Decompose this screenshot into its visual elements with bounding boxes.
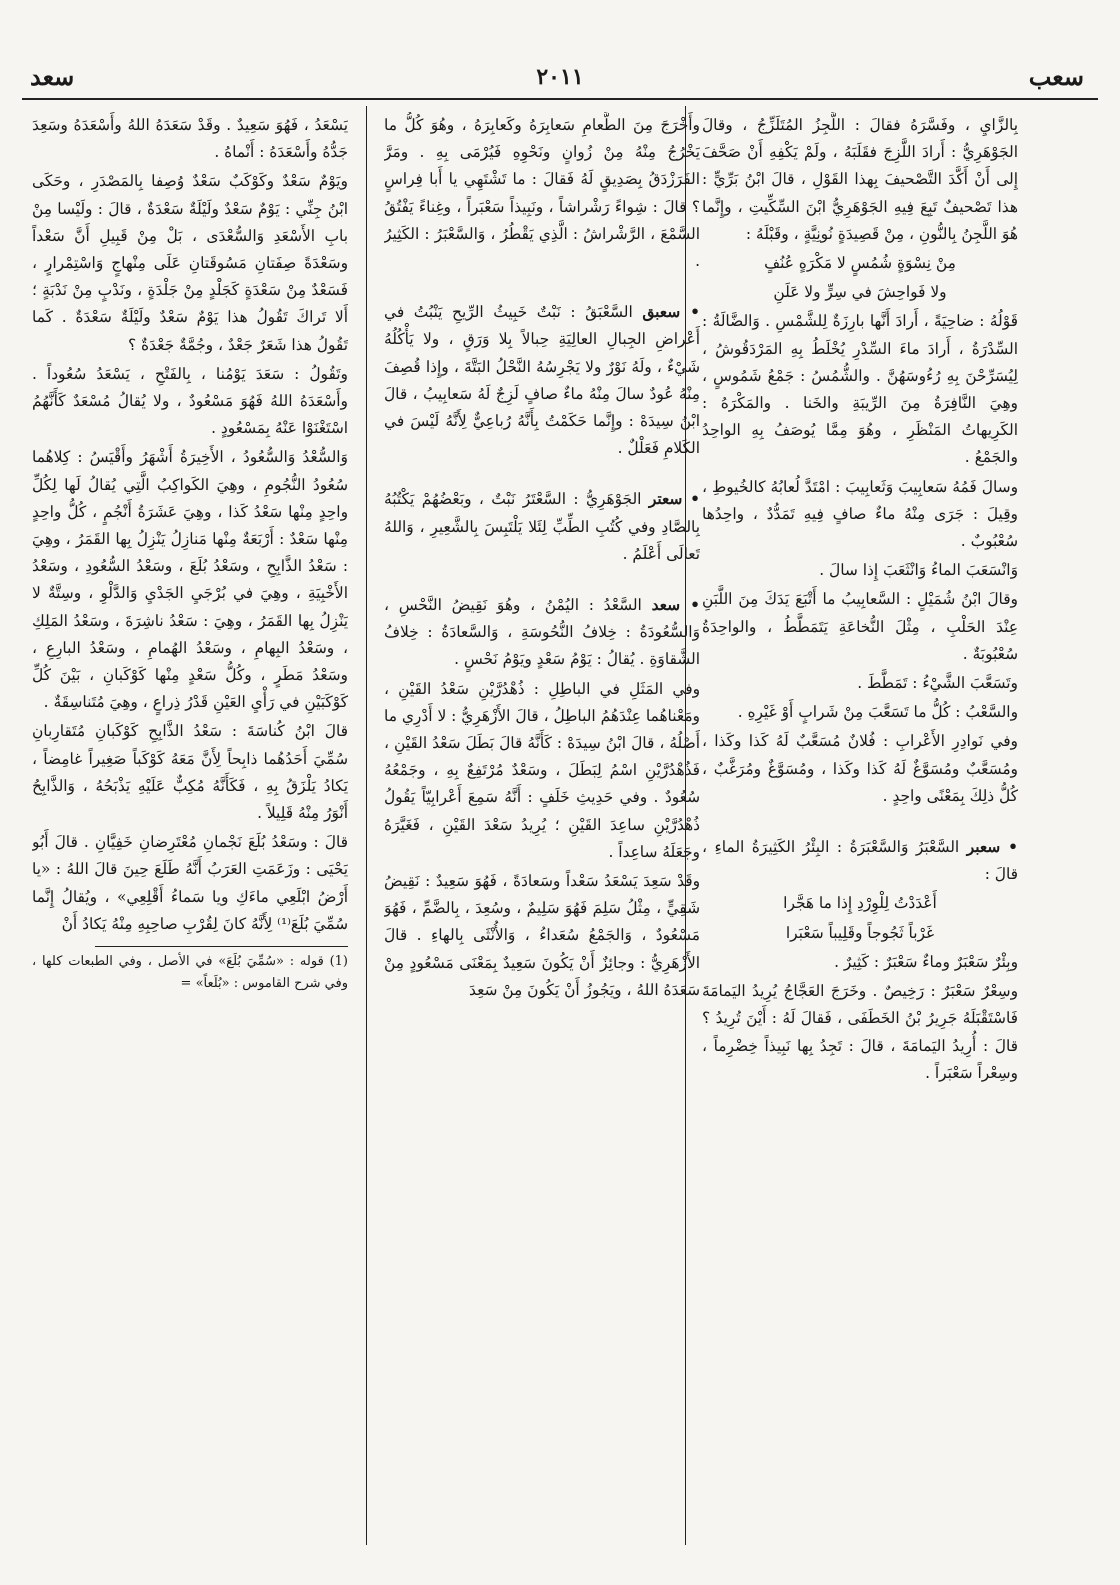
column-divider-left <box>366 106 367 1545</box>
paragraph: وسالَ فَمُهُ سَعابِيبَ وَثَعابِيبَ : امْتَدَّ لُعابُهُ كالخُيوطِ ، وقِيلَ : جَرَى مِنْهُ ماءٌ صافٍ فِيهِ تَمَدُّدٌ ، واحِدُها سُعْبُوبٌ . <box>702 477 1018 551</box>
poetry-verse: غَرْباً ثَجُوجاً وقَلِيباً سَعْبَرا <box>785 923 935 942</box>
paragraph: وَالسُّعْدُ وَالسُّعُودُ ، الأَخِيرَةُ أَشْهَرُ وأَقْيَسُ : كِلاهُما سُعُودُ النُّجُومِ ، وهِيَ الكَواكِبُ الَّتِي يُقالُ لَها لِكُلِّ واحِدٍ مِنْها سَعْدُ كَذا ، وهِيَ عَشَرَةُ أَنْجُمٍ ، كُلُّ واحِدٍ مِنْها سَعْدٌ : أَرْبَعَةٌ مِنْها مَنازِلُ يَنْزِلُ بِها القَمَرُ ، وهِيَ : سَعْدُ الذَّابِحِ ، وسَعْدُ بُلَعَ ، وسَعْدُ السُّعُودِ ، وسَعْدُ الأَخْبِيَةِ ، وهِيَ في بُرْجَيِ الجَدْيِ وَالدَّلْوِ ، وسِتَّةٌ لا يَنْزِلُ بِها القَمَرُ ، وهِيَ : سَعْدُ ناشِرَةَ ، وسَعْدُ المَلِكِ ، وسَعْدُ البِهامِ ، وسَعْدُ الهُمامِ ، وسَعْدُ البارِعِ ، وسَعْدُ مَطَرٍ ، وكُلُّ سَعْدٍ مِنْها كَوْكَبانِ ، بَيْنَ كُلِّ كَوْكَبَيْنِ في رَأْيِ العَيْنِ قَدْرُ ذِراعٍ ، وهِيَ مُتَناسِقَةٌ . <box>32 448 348 712</box>
paragraph: وقَدْ سَعِدَ يَسْعَدُ سَعْداً وسَعادَةً ، فَهُوَ سَعِيدٌ : نَقِيضُ شَقِيٍّ ، مِثْلُ سَلِمَ فَهُوَ سَلِيمٌ ، وسُعِدَ ، بِالضَّمِّ ، فَهُوَ مَسْعُودٌ ، وَالجَمْعُ سُعَداءُ ، وَالأُنْثَى بِالهاءِ . قالَ الأَزْهَرِيُّ : وجائِزٌ أَنْ يَكُونَ سَعِيدٌ بِمَعْنَى مَسْعُودٍ مِنْ سَعَدَهُ اللهُ ، ويَجُوزُ أَنْ يَكُونَ مِنْ سَعِدَ <box>384 872 700 999</box>
entry-text: السَّعْدُ : اليُمْنُ ، وهُوَ نَقِيضُ النَّحْسِ ، وَالسُّعُودَةُ : خِلافُ النُّحُوسَةِ ، وَالسَّعادَةُ : خِلافُ الشَّقاوَةِ . يُقالُ : يَوْمُ سَعْدٍ ويَوْمُ نَحْسٍ . <box>384 596 700 669</box>
paragraph: وسِعْرٌ سَعْبَرٌ : رَخِيصٌ . وخَرَجَ العَجَّاجُ يُرِيدُ اليَمامَةَ فَاسْتَقْبَلَهُ جَرِيرُ بْنُ الخَطَفَى ، فَقالَ لَهُ : أَيْنَ تُرِيدُ ؟ قالَ : أُرِيدُ اليَمامَةَ ، قالَ : تَجِدُ بِها نَبِيذاً خِضْرِماً ، وسِعْراً سَعْبَراً . <box>702 982 1018 1082</box>
entry-headword: • سعتر <box>648 490 700 509</box>
entry-text: السَّعْبَرُ وَالسَّعْبَرَةُ : البِئْرُ الكَثِيرَةُ الماءِ ، قالَ : <box>702 838 1018 884</box>
entry-spacer <box>384 570 700 592</box>
poetry-verse: مِنْ نِسْوَةٍ شُمُسٍ لا مَكْرَهٍ عُنُفٍ <box>764 254 956 273</box>
paragraph: وتَقُولُ : سَعَدَ يَوْمُنا ، بِالفَتْحِ ، يَسْعَدُ سُعُوداً . وأَسْعَدَهُ اللهُ فَهُوَ مَسْعُودٌ ، ولا يُقالُ مُسْعَدٌ كَأَنَّهُمُ اسْتَغْنَوْا عَنْهُ بِمَسْعُودٍ . <box>32 364 348 438</box>
header-left-guide-word: سعد <box>30 62 75 91</box>
paragraph: يَسْعَدُ ، فَهُوَ سَعِيدٌ . وقَدْ سَعَدَهُ اللهُ وأَسْعَدَهُ وسَعِدَ جَدُّهُ وأَسْعَدَهُ : أَنْماهُ . <box>32 116 348 162</box>
poetry-verse: ولا فَواحِشَ في سِرٍّ ولا عَلَنِ <box>773 283 947 302</box>
paragraph: وفي نَوادِرِ الأَعْرابِ : فُلانٌ مُسَعَّبٌ لَهُ كَذا وكَذا ، ومُسَعَّبٌ ومُسَوَّغٌ لَهُ كَذا وكَذا ، ومُسَوَّغٌ ومُرَغَّبٌ ، كُلُّ ذلِكَ بِمَعْنًى واحِدٍ . <box>702 732 1018 805</box>
paragraph: ويَوْمٌ سَعْدٌ وكَوْكَبٌ سَعْدٌ وُصِفا بِالمَصْدَرِ ، وحَكَى ابْنُ جِنِّي : يَوْمٌ سَعْدٌ ولَيْلَةٌ سَعْدَةٌ ، قالَ : ولَيْسا مِنْ بابِ الأَسْعَدِ وَالسُّعْدَى ، بَلْ مِنْ قَبِيلِ أَنَّ سَعْداً وسَعْدَةً صِفَتانِ مَسُوقَتانِ عَلَى مِنْهاجٍ وَاسْتِمْرارٍ ، فَسَعْدٌ مِنْ سَعْدَةٍ كَجَلْدٍ مِنْ جَلْدَةٍ ، ونَدْبٍ مِنْ نَدْبَةٍ ؛ أَلا تَراكَ تَقُولُ هذا يَوْمٌ سَعْدٌ ولَيْلَةٌ سَعْدَةٌ . كَما تَقُولُ هذا شَعَرٌ جَعْدٌ ، وجُمَّةٌ جَعْدَةٌ ؟ <box>32 172 348 354</box>
paragraph: قالَ ابْنُ كُناسَةَ : سَعْدُ الذَّابِحِ كَوْكَبانِ مُتَقارِبانِ سُمِّيَ أَحَدُهُما ذابِحاً لِأَنَّ مَعَهُ كَوْكَباً صَغِيراً غامِضاً ، يَكادُ يَلْزَقُ بِهِ ، فَكَأَنَّهُ مُكِبٌّ عَلَيْهِ يَذْبَحُهُ ، وَالذَّابِحُ أَنْوَرُ مِنْهُ قَلِيلاً . <box>32 722 348 823</box>
paragraph: وَانْسَعَبَ الماءُ وَانْثَعَبَ إِذا سالَ . <box>819 561 1018 580</box>
entry-spacer <box>384 277 700 299</box>
header-rule <box>22 98 1098 100</box>
entry-spacer <box>384 464 700 486</box>
footnote-rule <box>95 946 348 947</box>
entry-headword: • سعد <box>651 596 700 615</box>
paragraph: وفي المَثَلِ في الباطِلِ : ذُهْدُرَّيْنِ سَعْدُ القَيْنِ ، ومَعْناهُما عِنْدَهُمُ الباطِلُ ، قالَ الأَزْهَرِيُّ : لا أَدْرِي ما أَصْلُهُ ، قالَ ابْنُ سِيدَهْ : كَأَنَّهُ قالَ بَطَلَ سَعْدُ القَيْنِ ، فَذُهْدُرَّيْنِ اسْمُ لِبَطَلَ ، وسَعْدٌ مُرْتَفِعٌ بِهِ ، وجَمْعُهُ سُعُودٌ . وفي حَدِيثِ خَلَفٍ : أَنَّهُ سَمِعَ أَعْرابِيّاً يَقُولُ ذُهْدُرَّيْنِ ساعِدَ القَيْنِ ؛ يُرِيدُ سَعْدَ القَيْنِ ، فَغَيَّرَهُ وجَعَلَهُ ساعِداً . <box>384 679 700 861</box>
footnote: (1) قوله : «سُمِّيَ بُلَعَ» في الأصل ، وفي الطبعات كلها ، وفي شرح القاموس : «بُلَعاً» = <box>32 954 348 992</box>
dictionary-entry <box>702 834 1018 888</box>
entry-text: السَّعْبَقُ : نَبْتٌ خَبِيثُ الرِّيحِ يَنْبُتُ في أَعْراضِ الجِبالِ العالِيَةِ حِبالاً بِلا وَرَقٍ ، ولا يَأْكُلُهُ شَيْءٌ ، ولَهُ نَوْرٌ ولا يَجْرِسُهُ النَّحْلُ البَتَّةَ ، وإِذا قُصِفَ مِنْهُ عُودٌ سالَ مِنْهُ ماءٌ صافٍ لَزِجٌ لَهُ سَعابِيبُ ، قالَ ابْنُ سِيدَهْ : وإِنَّما حَكَمْتُ بِأَنَّهُ رُباعِيٌّ لِأَنَّهُ لَيْسَ في الكَلامِ فَعَلْلٌ . <box>384 303 700 458</box>
paragraph: وقالَ ابْنُ شُمَيْلٍ : السَّعابِيبُ ما أَتْبَعَ يَدَكَ مِنَ اللَّبَنِ عِنْدَ الحَلْبِ ، مِثْلَ النُّخاعَةِ يَتَمَطَّطُ ، والواحِدَةُ سُعْبُوبَةٌ . <box>702 590 1018 663</box>
paragraph: وتَسَعَّبَ الشَّيْءُ : تَمَطَّطَ . <box>857 674 1018 693</box>
column-left <box>32 112 348 1552</box>
column-middle <box>384 112 700 1552</box>
paragraph: قَوْلُهُ : ضاحِيَةً ، أَرادَ أَنَّها بارِزَةٌ لِلشَّمْسِ . وَالضَّالَةُ : السِّدْرَةُ ، أَرادَ ماءَ السِّدْرِ يُخْلَطُ بِهِ المَرْدَقُوشُ ، لِيُسَرِّحْنَ بِهِ رُءُوسَهُنَّ . والشُّمُسُ : جَمْعُ شَمُوسٍ ، وهِيَ النَّافِرَةُ مِنَ الرِّيبَةِ والخَنا . والمَكْرَهُ : الكَرِيهاتُ المَنْظَرِ ، وهُوَ مِمَّا يُوصَفُ بِهِ الواحِدُ والجَمْعُ . <box>702 312 1018 467</box>
entry-headword: • سعبر <box>966 838 1018 857</box>
paragraph: وبِئْرٌ سَعْبَرٌ وماءٌ سَعْبَرٌ : كَثِيرٌ . <box>834 952 1018 971</box>
column-right <box>702 112 1018 1552</box>
entry-headword: • سعبق <box>642 303 700 322</box>
dictionary-entry <box>384 592 700 674</box>
entry-spacer <box>702 812 1018 834</box>
page-header <box>22 62 1098 102</box>
page-number: ٢٠١١ <box>536 64 584 90</box>
paragraph: والسَّعْبُ : كُلُّ ما تَسَعَّبَ مِنْ شَرابٍ أَوْ غَيْرِهِ . <box>737 703 1018 722</box>
paragraph: قالَ : وسَعْدُ بُلَعَ نَجْمانِ مُعْتَرِضانِ خَفِيَّانِ . قالَ أَبُو يَحْيَى : وزَعَمَتِ العَرَبُ أَنَّهُ طَلَعَ حِينَ قالَ اللهُ : «يا أَرْضُ ابْلَعِي ماءَكِ ويا سَماءُ أَقْلِعِي» ، ويُقالُ إِنَّما سُمِّيَ بُلَعَ⁽¹⁾ لِأَنَّهُ كانَ لِقُرْبِ صاحِبِهِ مِنْهُ يَكادُ أَنْ <box>32 833 348 933</box>
entry-text: الجَوْهَرِيُّ : السَّعْتَرُ نَبْتٌ ، وبَعْضُهُمْ يَكْتُبُهُ بِالصَّادِ وفي كُتُبِ الطِّبِّ لِئَلا يَلْتَبِسَ بِالشَّعِيرِ ، وَاللهُ تَعالَى أَعْلَمُ . <box>384 490 700 563</box>
poetry-verse: أَعْدَدْتُ لِلْوِرْدِ إِذا ما هَجَّرا <box>783 894 937 913</box>
header-right-guide-word: سعب <box>1028 62 1084 91</box>
paragraph: وأَخْرَجَ مِنَ الطَّعامِ سَعابِرَهُ وكَعابِرَهُ ، وهُوَ كُلُّ ما يَخْرُجُ مِنْهُ مِنْ زُوانٍ ونَحْوِهِ فَيُرْمَى بِهِ . ومَرَّ الفَرَزْدَقُ بِصَدِيقٍ لَهُ فَقالَ : ما تَشْتَهِي يا أَبا فِراسٍ ؟ قالَ : شِواءً رَشْراشاً ، ونَبِيذاً سَعْبَراً ، وغِناءً يَفْتُقُ السَّمْعَ ، الرَّشْراشُ : الَّذِي يَقْطُرُ ، وَالسَّعْبَرُ : الكَثِيرُ . <box>384 116 700 271</box>
dictionary-entry <box>384 486 700 568</box>
dictionary-entry <box>384 299 700 462</box>
paragraph: بِالزَّايِ ، وفَسَّرَهُ فقالَ : اللَّجِزُ المُتَلَزِّجُ ، وقالَ الجَوْهَرِيُّ : أَرادَ اللَّزِجَ فقَلَبَهُ ، ولَمْ يَكْفِهِ أَنْ صَحَّفَ إِلى أَنْ أَكَّدَ التَّصْحيفَ بِهذا القَوْلِ ، قالَ ابْنُ بَرِّيٍّ : هذا تَصْحيفٌ تَبِعَ فِيهِ الجَوْهَرِيُّ ابْنَ السِّكِّيتِ ، وإِنَّما هُوَ اللَّجِنُ بِالنُّونِ ، مِنْ قَصِيدَةٍ نُونِيَّةٍ ، وقَبْلَهُ : <box>702 116 1018 243</box>
